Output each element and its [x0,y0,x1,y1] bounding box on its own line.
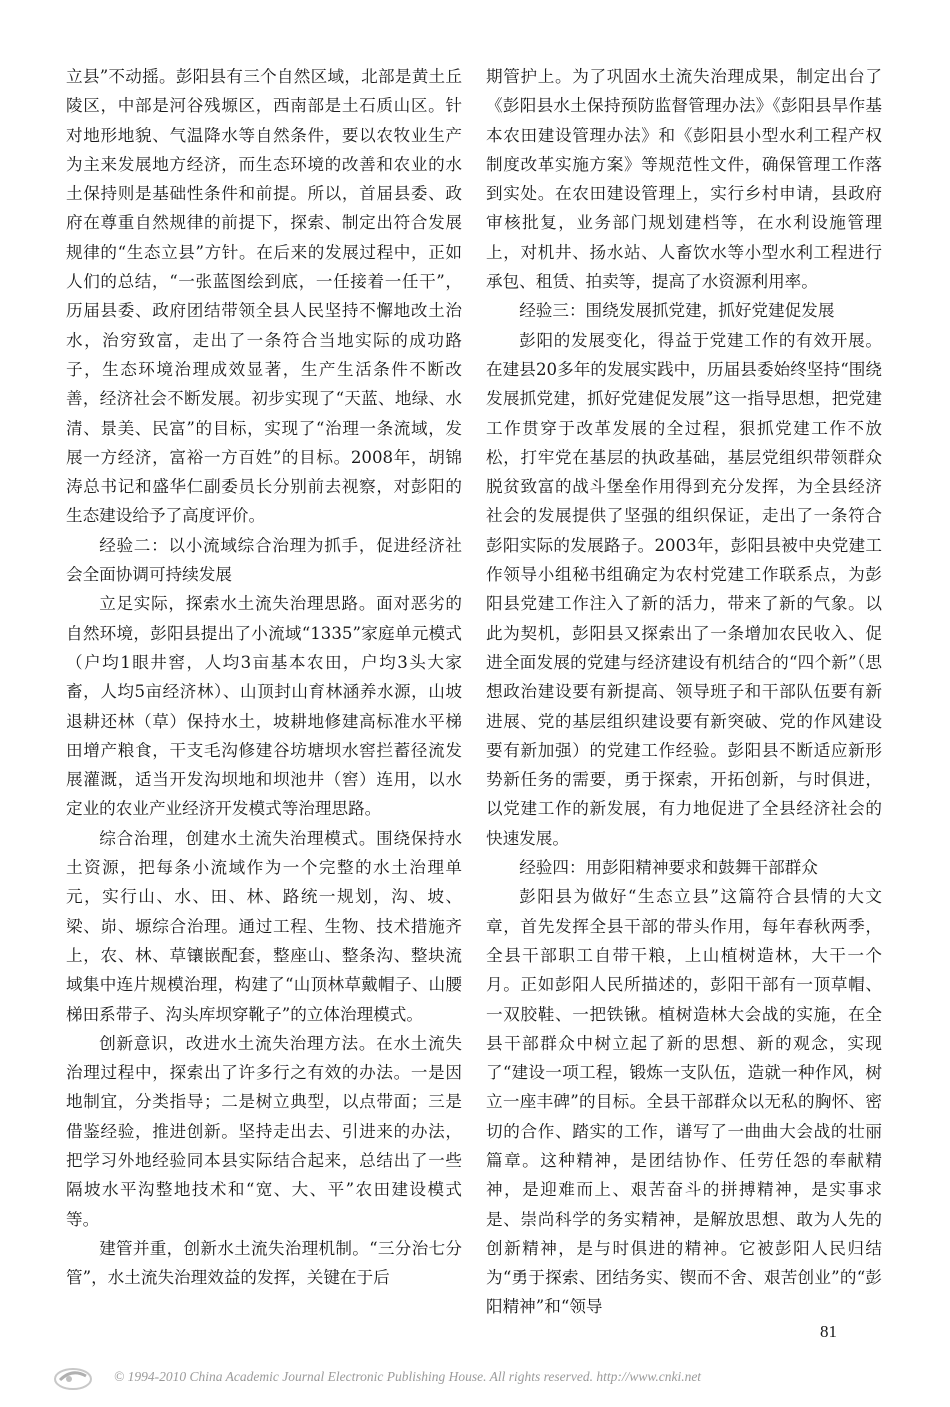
section-heading: 经验二：以小流域综合治理为抓手，促进经济社会全面协调可持续发展 [66,535,462,585]
footer [52,1364,912,1392]
section-heading: 经验四：用彭阳精神要求和鼓舞干部群众 [519,858,818,878]
left-column [66,62,462,1292]
paragraph-continuation: 立县”不动摇。彭阳县有三个自然区域，北部是黄土丘陵区，中部是河谷残塬区，西南部是土石质山区。针对地形地貌、气温降水等自然条件，要以农牧业生产为主来发展地方经济，而生态环境的改善和农业的水土保持则是基础性条件和前提。所以，首届县委、政府在尊重自然规律的前提下，探索、制定出符合发展规律的“生态立县”方针。在后来的发展过程中，正如人们的总结，“一张蓝图绘到底，一任接着一任干”，历届县委、政府团结带领全县人民坚持不懈地改土治水，治穷致富，走出了一条符合当地实际的成功路子，生态环境治理成效显著，生产生活条件不断改善，经济社会不断发展。初步实现了“天蓝、地绿、水清、景美、民富”的目标，实现了“治理一条流域，发展一方经济，富裕一方百姓”的目标。2008年，胡锦涛总书记和盛华仁副委员长分别前去视察，对彭阳的生态建设给予了高度评价。 [66,67,462,526]
paragraph-continuation: 期管护上。为了巩固水土流失治理成果，制定出台了《彭阳县水土保持预防监督管理办法》《彭阳县旱作基本农田建设管理办法》和《彭阳县小型水利工程产权制度改革实施方案》等规范性文件，确保管理工作落到实处。在农田建设管理上，实行乡村申请，县政府审核批复，业务部门规划建档等，在水利设施管理上，对机井、扬水站、人畜饮水等小型水利工程进行承包、租赁、拍卖等，提高了水资源利用率。 [486,67,882,292]
page-number: 81 [820,1322,837,1341]
cnki-logo-icon [52,1364,94,1392]
paragraph: 建管并重，创新水土流失治理机制。“三分治七分管”，水土流失治理效益的发挥，关键在于后 [66,1238,462,1288]
right-column [486,62,882,1322]
copyright-footer: © 1994-2010 China Academic Journal Electronic Publishing House. All rights reserved. http://www.cnki.net [114,1369,702,1384]
paragraph: 创新意识，改进水土流失治理方法。在水土流失治理过程中，探索出了许多行之有效的办法。一是因地制宜，分类指导；二是树立典型，以点带面；三是借鉴经验，推进创新。坚持走出去、引进来的办法，把学习外地经验同本县实际结合起来，总结出了一些隔坡水平沟整地技术和“宽、大、平”农田建设模式等。 [66,1033,462,1229]
paragraph: 彭阳的发展变化，得益于党建工作的有效开展。在建县20多年的发展实践中，历届县委始终坚持“围绕发展抓党建，抓好党建促发展”这一指导思想，把党建工作贯穿于改革发展的全过程，狠抓党建工作不放松，打牢党在基层的执政基础，基层党组织带领群众脱贫致富的战斗堡垒作用得到充分发挥，为全县经济社会的发展提供了坚强的组织保证，走出了一条符合彭阳实际的发展路子。2003年，彭阳县被中央党建工作领导小组秘书组确定为农村党建工作联系点，为彭阳县党建工作注入了新的活力，带来了新的气象。以此为契机，彭阳县又探索出了一条增加农民收入、促进全面发展的党建与经济建设有机结合的“四个新”（思想政治建设要有新提高、领导班子和干部队伍要有新进展、党的基层组织建设要有新突破、党的作风建设要有新加强）的党建工作经验。彭阳县不断适应新形势新任务的需要，勇于探索，开拓创新，与时俱进，以党建工作的新发展，有力地促进了全县经济社会的快速发展。 [486,330,882,848]
paragraph: 彭阳县为做好“生态立县”这篇符合县情的大文章，首先发挥全县干部的带头作用，每年春秋两季，全县干部职工自带干粮，上山植树造林，大干一个月。正如彭阳人民所描述的，彭阳干部有一顶草帽、一双胶鞋、一把铁锹。植树造林大会战的实施，在全县干部群众中树立起了新的思想、新的观念，实现了“建设一项工程，锻炼一支队伍，造就一种作风，树立一座丰碑”的目标。全县干部群众以无私的胸怀、密切的合作、踏实的工作，谱写了一曲曲大会战的壮丽篇章。这种精神，是团结协作、任劳任怨的奉献精神，是迎难而上、艰苦奋斗的拼搏精神，是实事求是、崇尚科学的务实精神，是解放思想、敢为人先的创新精神，是与时俱进的精神。它被彭阳人民归结为“勇于探索、团结务实、锲而不舍、艰苦创业”的“彭阳精神”和“领导 [486,887,882,1317]
paragraph: 综合治理，创建水土流失治理模式。围绕保持水土资源，把每条小流域作为一个完整的水土治理单元，实行山、水、田、林、路统一规划，沟、坡、梁、峁、塬综合治理。通过工程、生物、技术措施齐上，农、林、草镶嵌配套，整座山、整条沟、整块流域集中连片规模治理，构建了“山顶林草戴帽子、山腰梯田系带子、沟头库坝穿靴子”的立体治理模式。 [66,828,462,1024]
section-heading: 经验三：围绕发展抓党建，抓好党建促发展 [519,301,835,321]
paragraph: 立足实际，探索水土流失治理思路。面对恶劣的自然环境，彭阳县提出了小流域“1335”家庭单元模式（户均1眼井窖，人均3亩基本农田，户均3头大家畜，人均5亩经济林）、山顶封山育林涵养水源，山坡退耕还林（草）保持水土，坡耕地修建高标准水平梯田增产粮食，干支毛沟修建谷坊塘坝水窖拦蓄径流发展灌溉，适当开发沟坝地和坝池井（窖）连用，以水定业的农业产业经济开发模式等治理思路。 [66,594,462,819]
